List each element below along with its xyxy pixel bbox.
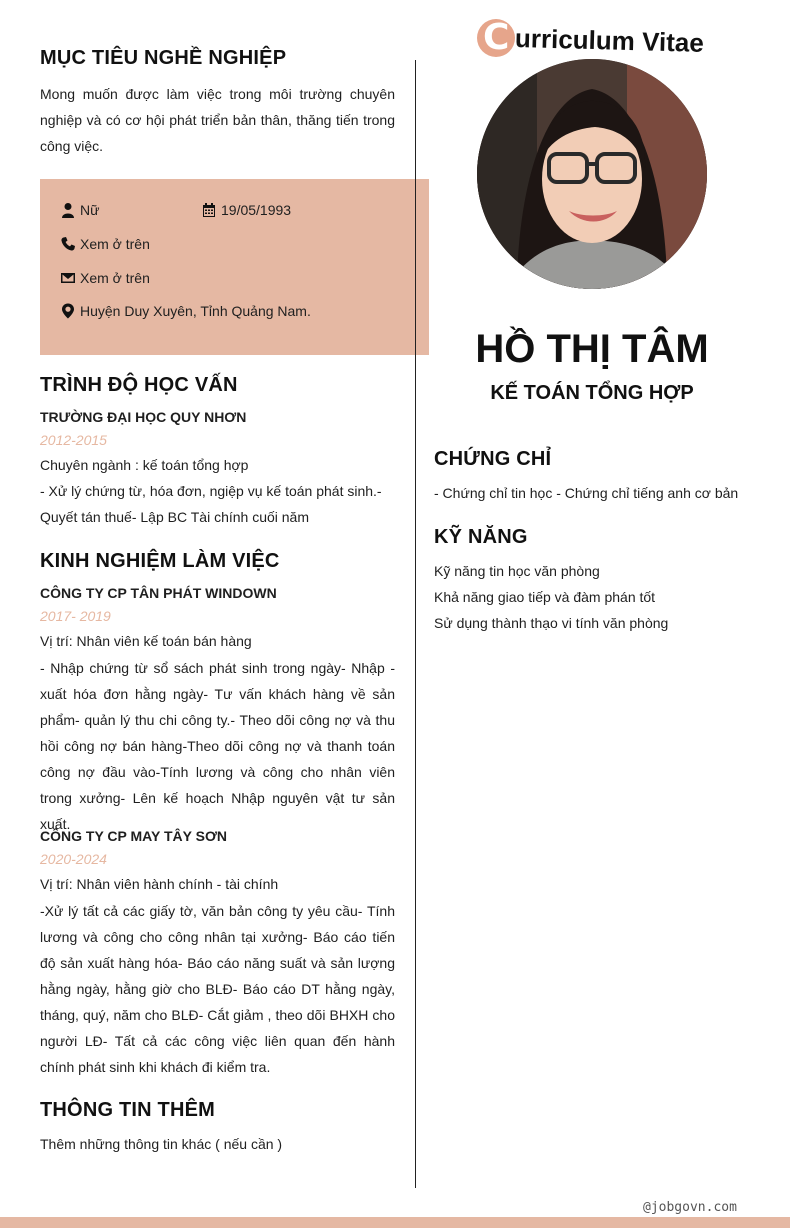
job-description: -Xử lý tất cả các giấy tờ, văn bản công ty yêu cầu- Tính lương và công cho công nhân tại xưởng- Báo cáo tiến độ sản xuất hàng hóa- Báo cáo năng suất và sản lượng hằng ngày, hằng giờ cho BLĐ- Báo cáo DT hằng ngày, tháng, quý, năm cho BLĐ- Cắt giảm , theo dõi BHXH cho người LĐ- Tất cả các công việc liên quan đến hành chính phát sinh khi khách đi kiểm tra. — [40, 903, 395, 1075]
education-title: TRÌNH ĐỘ HỌC VẤN — [40, 374, 238, 396]
candidate-name: HỒ THỊ TÂM — [475, 327, 709, 371]
certificates-title: CHỨNG CHỈ — [434, 448, 552, 470]
job-company: CÔNG TY CP TÂN PHÁT WINDOWN — [40, 585, 277, 601]
education-detail-2: Quyết tán thuế- Lập BC Tài chính cuối năm — [40, 509, 310, 525]
user-icon — [60, 202, 76, 218]
education-years: 2012-2015 — [40, 432, 107, 448]
job-position: Vị trí: Nhân viên hành chính - tài chính — [40, 876, 279, 892]
calendar-icon — [201, 202, 217, 218]
logo-letter: C — [483, 17, 510, 58]
job-description: - Nhập chứng từ sổ sách phát sinh trong ngày- Nhập - xuất hóa đơn hằng ngày- Tư vấn khách hàng về sản phẩm- quản lý thu chi công ty.- Theo dõi công nợ và thu hồi công nợ bán hàng-Theo dõi công nợ và thanh toán công nợ đầu vào-Tính lương và công cho nhân viên trong xưởng- Lên kế hoạch Nhập nguyên vật tư sản xuất. — [40, 660, 395, 832]
contact-gender — [60, 202, 99, 218]
column-divider — [415, 60, 416, 1188]
objective-title: MỤC TIÊU NGHỀ NGHIỆP — [40, 47, 287, 69]
contact-phone — [60, 236, 150, 252]
contact-birthday — [201, 202, 291, 218]
skill-item: Sử dụng thành thạo vi tính văn phòng — [434, 615, 669, 631]
job-years: 2017- 2019 — [40, 608, 111, 624]
email-value: Xem ở trên — [80, 270, 150, 286]
avatar — [477, 59, 707, 289]
education-school: TRƯỜNG ĐẠI HỌC QUY NHƠN — [40, 409, 247, 425]
objective-text: Mong muốn được làm việc trong môi trường chuyên nghiệp và có cơ hội phát triển bản thân, thăng tiến trong công việc. — [40, 86, 395, 154]
education-major: Chuyên ngành : kế toán tổng hợp — [40, 457, 249, 473]
certificates-text: - Chứng chỉ tin học - Chứng chỉ tiếng anh cơ bản — [434, 485, 739, 501]
birthday-value: 19/05/1993 — [221, 202, 292, 218]
job-years: 2020-2024 — [40, 851, 107, 867]
extra-title: THÔNG TIN THÊM — [40, 1099, 216, 1121]
mail-icon — [60, 270, 76, 286]
skill-item: Khả năng giao tiếp và đàm phán tốt — [434, 589, 656, 605]
address-value: Huyện Duy Xuyên, Tỉnh Quảng Nam. — [80, 303, 311, 319]
contact-email — [60, 270, 150, 286]
extra-text: Thêm những thông tin khác ( nếu cần ) — [40, 1136, 283, 1152]
gender-value: Nữ — [80, 202, 100, 218]
experience-title: KINH NGHIỆM LÀM VIỆC — [40, 550, 280, 572]
job-position: Vị trí: Nhân viên kế toán bán hàng — [40, 633, 252, 649]
candidate-job-title: KẾ TOÁN TỔNG HỢP — [490, 382, 694, 404]
phone-icon — [60, 236, 76, 252]
avatar-photo — [477, 59, 707, 289]
cv-logo — [477, 17, 717, 61]
skill-item: Kỹ năng tin học văn phòng — [434, 563, 600, 579]
contact-box — [40, 179, 429, 355]
location-pin-icon — [60, 303, 76, 319]
job-company: CÔNG TY CP MAY TÂY SƠN — [40, 828, 227, 844]
education-detail-1: - Xử lý chứng từ, hóa đơn, ngiệp vụ kế toán phát sinh.- — [40, 483, 382, 499]
watermark: @jobgovn.com — [643, 1200, 737, 1215]
phone-value: Xem ở trên — [80, 236, 150, 252]
bottom-bar — [0, 1217, 790, 1228]
contact-address — [60, 303, 311, 319]
logo-text: urriculum Vitae — [514, 23, 705, 58]
skills-title: KỸ NĂNG — [434, 526, 528, 548]
